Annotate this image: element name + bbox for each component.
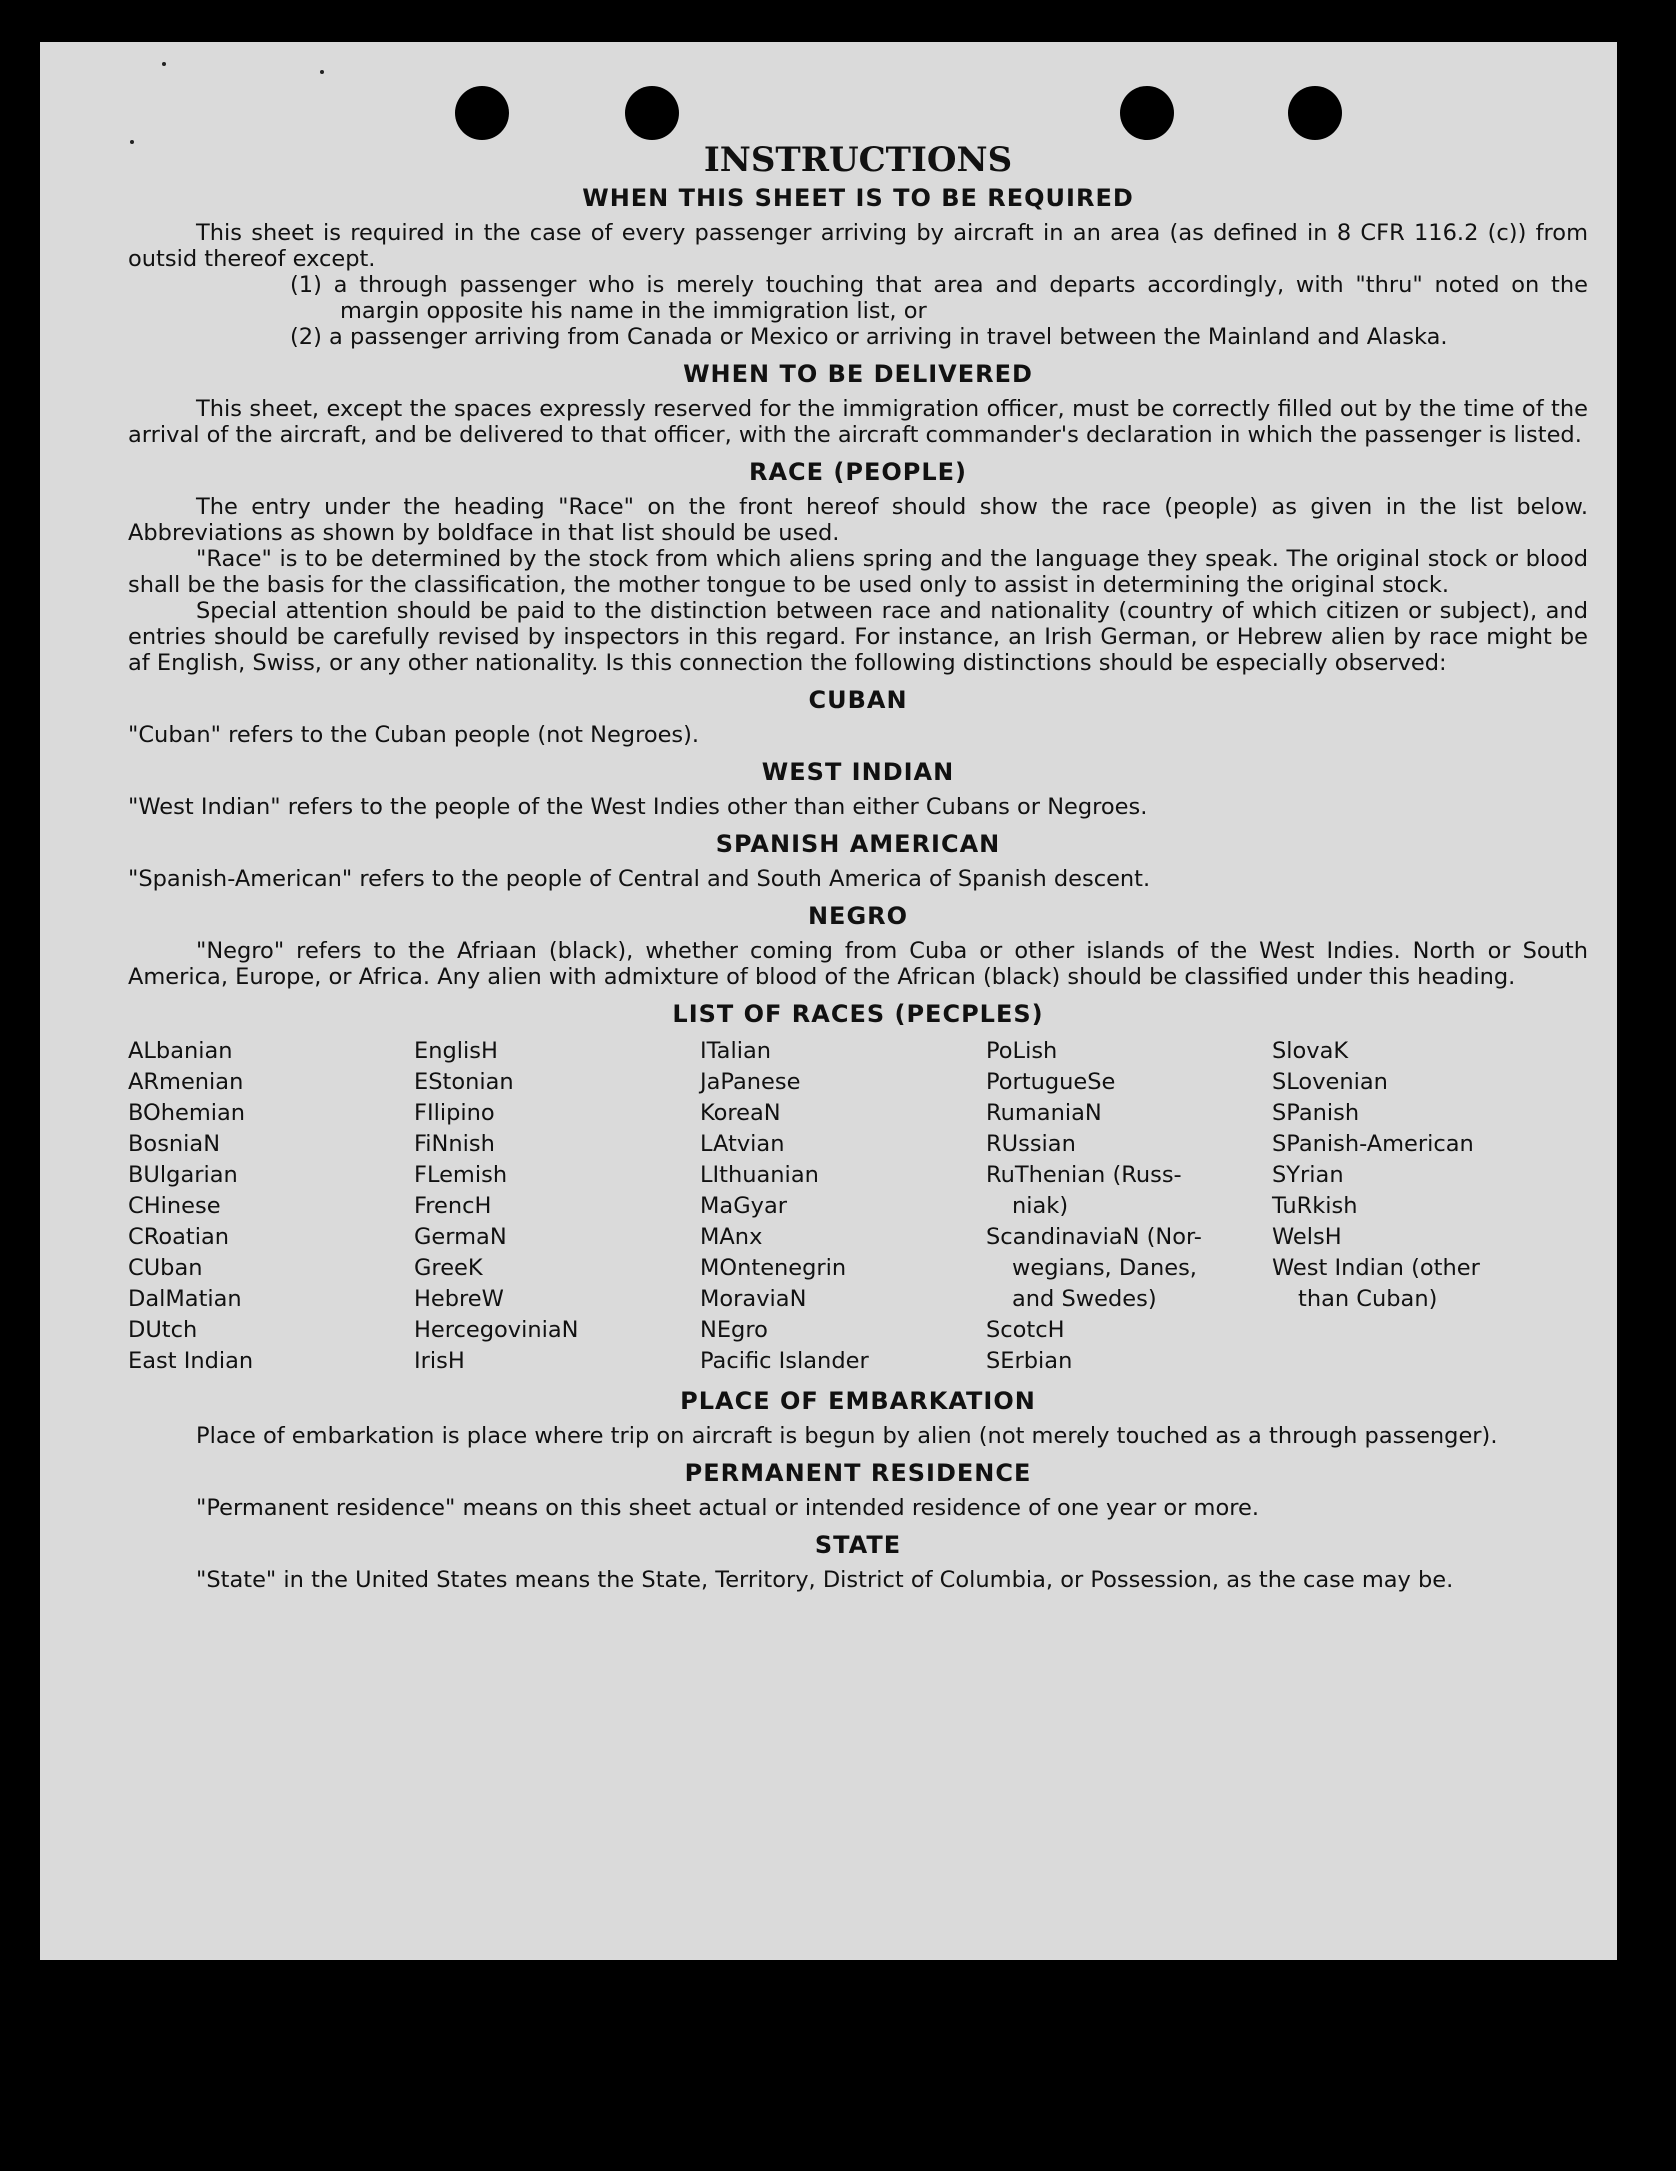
race-item: Pacific Islander [700, 1348, 869, 1374]
race-item: NEgro [700, 1317, 768, 1343]
race-item: ScotcH [986, 1317, 1065, 1343]
race-paragraph-1: The entry under the heading "Race" on the front hereof should show the race (people) as given in the list below. Abbreviations as shown by boldface in that list should be used. [128, 494, 1588, 546]
race-item: SPanish-American [1272, 1131, 1474, 1157]
race-item: FIlipino [414, 1100, 495, 1126]
race-item: East Indian [128, 1348, 254, 1374]
race-item: LAtvian [700, 1131, 785, 1157]
speck [162, 62, 166, 66]
race-item: PortugueSe [986, 1069, 1116, 1095]
heading-residence: PERMANENT RESIDENCE [684, 1459, 1032, 1487]
required-item-2: (2) a passenger arriving from Canada or Mexico or arriving in travel between the Mainland and Alaska. [290, 324, 1448, 350]
race-item: ARmenian [128, 1069, 244, 1095]
punch-hole [1120, 86, 1174, 140]
race-item: EnglisH [414, 1038, 498, 1064]
race-item: WelsH [1272, 1224, 1342, 1250]
race-item: MOntenegrin [700, 1255, 847, 1281]
race-item: MoraviaN [700, 1286, 807, 1312]
race-item: SErbian [986, 1348, 1073, 1374]
heading-spanish-american: SPANISH AMERICAN [715, 830, 1001, 858]
race-item: DalMatian [128, 1286, 242, 1312]
heading-negro: NEGRO [807, 902, 909, 930]
heading-list-of-races: LIST OF RACES (PECPLES) [672, 1000, 1044, 1028]
races-column-4 [986, 1036, 1272, 1377]
cuban-text: "Cuban" refers to the Cuban people (not Negroes). [128, 722, 700, 748]
heading-west-indian: WEST INDIAN [761, 758, 955, 786]
heading-delivered: WHEN TO BE DELIVERED [683, 360, 1033, 388]
race-item: HebreW [414, 1286, 504, 1312]
race-item: BUlgarian [128, 1162, 238, 1188]
race-item: IrisH [414, 1348, 465, 1374]
state-text: "State" in the United States means the State, Territory, District of Columbia, or Possession, as the case may be. [196, 1567, 1454, 1593]
race-paragraph-2: "Race" is to be determined by the stock from which aliens spring and the language they speak. The original stock or blood shall be the basis for the classification, the mother tongue to be used only to assist in determining the original stock. [128, 546, 1588, 598]
race-item: ScandinaviaN (Nor- [986, 1224, 1202, 1250]
race-item: DUtch [128, 1317, 198, 1343]
race-item: BOhemian [128, 1100, 246, 1126]
race-item: SlovaK [1272, 1038, 1349, 1064]
race-item: SPanish [1272, 1100, 1360, 1126]
race-item: and Swedes) [1012, 1286, 1157, 1312]
race-item: SLovenian [1272, 1069, 1388, 1095]
race-item: LIthuanian [700, 1162, 819, 1188]
embarkation-text: Place of embarkation is place where trip on aircraft is begun by alien (not merely touched as a through passenger). [196, 1423, 1498, 1449]
race-item: SYrian [1272, 1162, 1344, 1188]
delivered-text: This sheet, except the spaces expressly reserved for the immigration officer, must be correctly filled out by the time of the arrival of the aircraft, and be delivered to that officer, with the aircraft commander's declaration in which the passenger is listed. [128, 396, 1588, 448]
race-item: MaGyar [700, 1193, 787, 1219]
race-item: than Cuban) [1298, 1286, 1438, 1312]
heading-required: WHEN THIS SHEET IS TO BE REQUIRED [582, 184, 1134, 212]
race-item: MAnx [700, 1224, 763, 1250]
race-item: CHinese [128, 1193, 221, 1219]
race-item: FLemish [414, 1162, 508, 1188]
document-page [40, 42, 1617, 1960]
race-item: GreeK [414, 1255, 483, 1281]
negro-text: "Negro" refers to the Afriaan (black), whether coming from Cuba or other islands of the West Indies. North or South America, Europe, or Africa. Any alien with admixture of blood of the African (black) should be classified under this heading. [128, 938, 1588, 990]
heading-embarkation: PLACE OF EMBARKATION [680, 1387, 1036, 1415]
race-item: ALbanian [128, 1038, 233, 1064]
race-item: RumaniaN [986, 1100, 1102, 1126]
race-paragraph-3: Special attention should be paid to the distinction between race and nationality (country of which citizen or subject), and entries should be carefully revised by inspectors in this regard. For instance, an Irish German, or Hebrew alien by race might be af English, Swiss, or any other nationality. Is this connection the following distinctions should be especially observed: [128, 598, 1588, 676]
race-item: EStonian [414, 1069, 514, 1095]
race-item: BosniaN [128, 1131, 221, 1157]
race-item: niak) [1012, 1193, 1069, 1219]
west-indian-text: "West Indian" refers to the people of the West Indies other than either Cubans or Negroes. [128, 794, 1148, 820]
residence-text: "Permanent residence" means on this sheet actual or intended residence of one year or more. [196, 1495, 1259, 1521]
races-list [128, 1036, 1588, 1377]
heading-race: RACE (PEOPLE) [748, 458, 968, 486]
spanish-american-text: "Spanish-American" refers to the people of Central and South America of Spanish descent. [128, 866, 1151, 892]
heading-state: STATE [814, 1531, 902, 1559]
race-item: FrencH [414, 1193, 492, 1219]
race-item: West Indian (other [1272, 1255, 1480, 1281]
race-item: CRoatian [128, 1224, 230, 1250]
race-item: RUssian [986, 1131, 1076, 1157]
races-column-2 [414, 1036, 700, 1377]
race-item: PoLish [986, 1038, 1058, 1064]
race-item: ITalian [700, 1038, 771, 1064]
page-title: INSTRUCTIONS [703, 140, 1013, 180]
required-intro: This sheet is required in the case of every passenger arriving by aircraft in an area (as defined in 8 CFR 116.2 (c)) from outsid thereof except. [128, 220, 1588, 272]
races-column-5 [1272, 1036, 1558, 1377]
race-item: wegians, Danes, [1012, 1255, 1197, 1281]
required-item-1: (1) a through passenger who is merely touching that area and departs accordingly, with "thru" noted on the margin opposite his name in the immigration list, or [290, 272, 1588, 324]
instructions-content [128, 140, 1588, 1593]
punch-hole [455, 86, 509, 140]
race-item: TuRkish [1272, 1193, 1358, 1219]
race-item: GermaN [414, 1224, 507, 1250]
race-item: HercegoviniaN [414, 1317, 579, 1343]
race-item: RuThenian (Russ- [986, 1162, 1182, 1188]
punch-hole [625, 86, 679, 140]
race-item: CUban [128, 1255, 203, 1281]
race-item: JaPanese [700, 1069, 801, 1095]
speck [320, 70, 324, 74]
races-column-1 [128, 1036, 414, 1377]
races-column-3 [700, 1036, 986, 1377]
race-item: FiNnish [414, 1131, 495, 1157]
race-item: KoreaN [700, 1100, 781, 1126]
heading-cuban: CUBAN [808, 686, 908, 714]
punch-hole [1288, 86, 1342, 140]
